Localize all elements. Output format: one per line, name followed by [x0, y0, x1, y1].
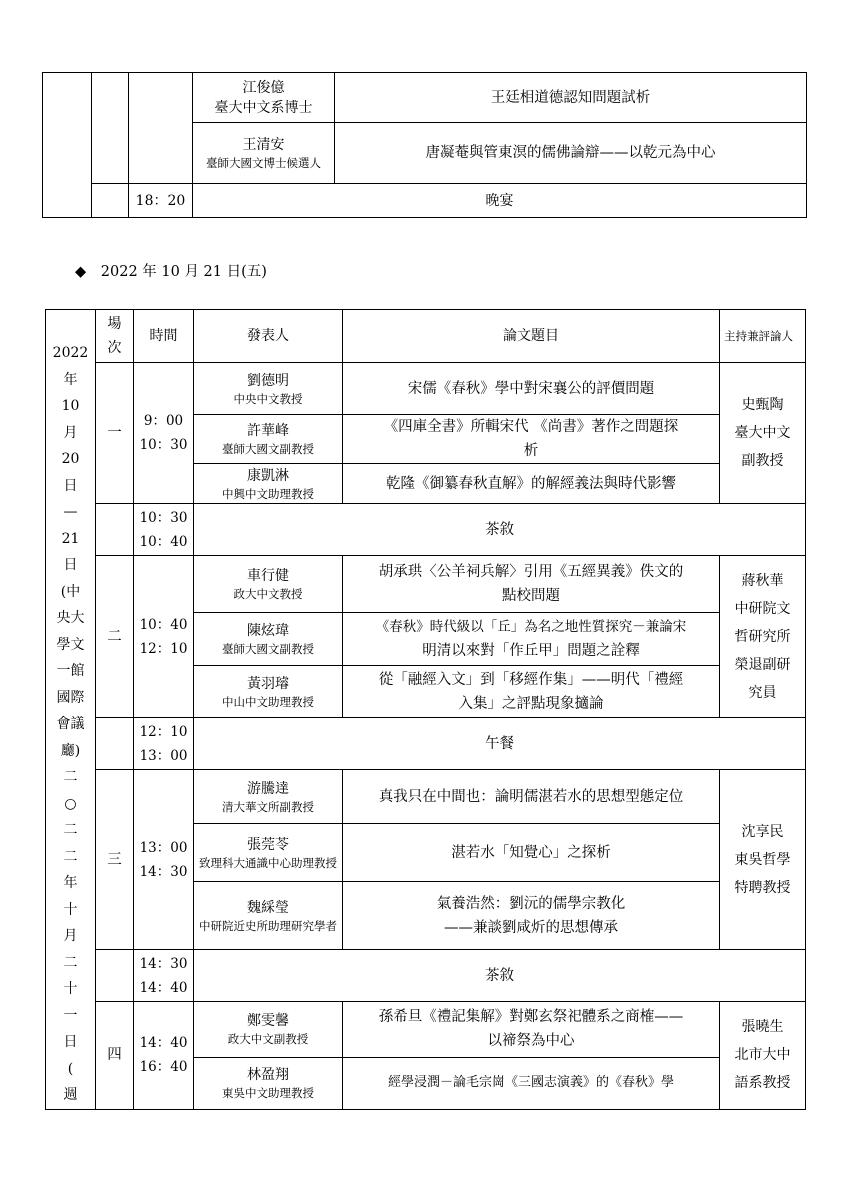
- text-line: 學文: [56, 636, 85, 653]
- paper-title-cell: [343, 666, 720, 718]
- break-time: [134, 718, 194, 770]
- moderator-cell: [720, 556, 806, 718]
- text-line: 蔣秋華: [741, 572, 784, 589]
- header-time: 時間: [134, 310, 194, 363]
- paper-title-cell: [343, 613, 720, 666]
- text-line: 康凱淋: [247, 467, 289, 484]
- header-moderator: 主持兼評論人: [720, 310, 806, 363]
- break-time: [134, 504, 194, 556]
- paper-title-cell: [343, 363, 720, 415]
- text-line: 二: [63, 769, 78, 785]
- session-cell: [92, 73, 129, 184]
- paper-title-cell: [335, 73, 807, 123]
- break-session-cell: [96, 504, 134, 556]
- text-line: 月: [63, 424, 78, 441]
- paper-title-cell: [343, 882, 720, 950]
- text-line: 廳): [60, 742, 81, 759]
- presenter-cell: [193, 73, 335, 123]
- presenter-cell: [194, 824, 343, 882]
- text-line: 魏綵瑩: [247, 899, 289, 916]
- dinner-time: 18：20: [129, 184, 193, 218]
- text-line: 中山中文助理教授: [222, 694, 314, 709]
- presenter-cell: [194, 882, 343, 950]
- text-line: 日: [63, 557, 78, 573]
- text-line: 林盈翔: [247, 1067, 289, 1083]
- paper-title: 王廷相道德認知問題試析: [490, 89, 651, 106]
- text-line: 13：00: [139, 747, 188, 764]
- text-line: 許華峰: [247, 423, 289, 440]
- text-line: 副教授: [741, 453, 784, 470]
- schedule-table: [45, 309, 806, 1110]
- text-line: 點校問題: [502, 588, 560, 605]
- session-time: [134, 556, 194, 718]
- text-line: ○: [64, 795, 77, 812]
- text-line: 特聘教授: [734, 879, 791, 896]
- text-line: 《四庫全書》所輯宋代 《尚書》著作之問題探: [383, 419, 679, 436]
- date-cell: [43, 73, 92, 218]
- text-line: 12：10: [139, 640, 188, 657]
- text-line: 宋儒《春秋》學中對宋襄公的評價問題: [407, 380, 655, 397]
- text-line: 從「融經入文」到「移經作集」——明代「禮經: [378, 671, 684, 688]
- text-line: 臺師大國文副教授: [222, 442, 314, 457]
- paper-title-cell: [343, 464, 720, 504]
- paper-title-cell: [343, 1002, 720, 1057]
- break-label: 茶敘: [194, 950, 806, 1002]
- text-line: 劉德明: [247, 372, 289, 389]
- text-line: 胡承珙〈公羊祠兵解〉引用《五經異義》佚文的: [378, 564, 684, 581]
- text-line: 10: [61, 398, 80, 414]
- text-line: 析: [523, 443, 539, 460]
- text-line: 車行健: [247, 568, 289, 585]
- text-line: 日: [63, 477, 78, 494]
- text-line: 經學浸潤－論毛宗崗《三國志演義》的《春秋》學: [387, 1075, 674, 1090]
- paper-title: 唐凝菴與管東溟的儒佛論辯——以乾元為中心: [425, 145, 716, 161]
- session-time: [134, 1002, 194, 1109]
- text-line: 16：40: [139, 1059, 188, 1076]
- presenter-cell: [194, 1057, 343, 1109]
- session-number: 三: [96, 770, 134, 950]
- text-line: 真我只在中間也：論明儒湛若水的思想型態定位: [378, 788, 684, 805]
- text-line: —: [63, 504, 78, 520]
- text-line: 游騰達: [247, 780, 289, 797]
- paper-title-cell: [343, 415, 720, 464]
- text-line: 乾隆《御纂春秋直解》的解經義法與時代影響: [386, 475, 676, 492]
- text-line: 一: [63, 1007, 78, 1024]
- moderator-cell: [720, 1002, 806, 1109]
- presenter-name: 江俊億: [242, 79, 285, 96]
- presenter-name: 王清安: [242, 137, 285, 153]
- text-line: 東吳哲學: [734, 851, 791, 868]
- text-line: 年: [63, 371, 78, 388]
- text-line: 東吳中文助理教授: [222, 1086, 314, 1100]
- header-presenter: 發表人: [194, 310, 343, 363]
- text-line: 日: [63, 1034, 78, 1050]
- text-line: 14：30: [139, 955, 188, 972]
- text-line: 政大中文副教授: [227, 1032, 309, 1047]
- session-cell: [92, 184, 129, 218]
- text-line: 國際: [56, 689, 85, 706]
- text-line: 孫希旦《禮記集解》對鄭玄祭祀體系之商榷——: [378, 1009, 684, 1026]
- text-line: 臺師大國文副教授: [222, 642, 314, 657]
- date-heading: [75, 262, 267, 282]
- text-line: 14：40: [139, 1035, 188, 1052]
- session-number: 一: [96, 363, 134, 504]
- text-line: 入集」之評點現象擿論: [458, 695, 604, 712]
- text-line: 中研院近史所助理研究學者: [199, 918, 337, 933]
- text-line: 湛若水「知覺心」之探析: [451, 844, 611, 861]
- text-line: 中興中文助理教授: [222, 486, 314, 501]
- text-line: 明清以來對「作丘甲」問題之詮釋: [422, 643, 640, 660]
- text-line: 中研院文: [734, 600, 791, 617]
- diamond-bullet-icon: ◆: [75, 264, 87, 280]
- presenter-cell: [193, 123, 335, 184]
- presenter-affiliation: 臺大中文系博士: [214, 99, 313, 116]
- presenter-cell: [194, 556, 343, 613]
- break-session-cell: [96, 718, 134, 770]
- text-line: 黃羽璿: [247, 675, 289, 692]
- break-label: 午餐: [194, 718, 806, 770]
- presenter-cell: [194, 363, 343, 415]
- presenter-cell: [194, 666, 343, 718]
- text-line: 央大: [56, 610, 85, 626]
- text-line: 政大中文教授: [233, 587, 303, 602]
- presenter-cell: [194, 1002, 343, 1057]
- text-line: 10：30: [139, 437, 188, 454]
- text-line: 9：00: [143, 413, 184, 430]
- text-line: 10：40: [139, 616, 188, 633]
- date-heading-text: 2022 年 10 月 21 日(五): [100, 264, 267, 280]
- text-line: 一館: [56, 663, 85, 679]
- text-line: 史甄陶: [741, 397, 784, 414]
- text-line: 二: [63, 848, 78, 865]
- break-time: [134, 950, 194, 1002]
- text-line: 張曉生: [741, 1019, 784, 1036]
- session-time: [134, 770, 194, 950]
- text-line: (中: [60, 583, 81, 600]
- text-line: 榮退副研: [734, 656, 791, 673]
- text-line: 北市大中: [734, 1047, 791, 1064]
- text-line: 陳炫瑋: [247, 623, 289, 640]
- text-line: 清大華文所副教授: [222, 799, 314, 814]
- presenter-affiliation: 臺師大國文博士候選人: [206, 156, 321, 170]
- dinner-label: 晚宴: [193, 184, 807, 218]
- text-line: 10：40: [139, 533, 188, 550]
- header-paper: 論文題目: [343, 310, 720, 363]
- text-line: 究員: [748, 684, 777, 701]
- header-session: 場次: [96, 310, 134, 363]
- text-line: 臺大中文: [734, 425, 791, 442]
- text-line: 會議: [56, 716, 85, 732]
- paper-title-cell: [343, 824, 720, 882]
- text-line: 中央中文教授: [233, 391, 303, 406]
- moderator-cell: [720, 770, 806, 950]
- break-session-cell: [96, 950, 134, 1002]
- text-line: 月: [63, 928, 78, 944]
- paper-title-cell: [335, 123, 807, 184]
- text-line: 10：30: [139, 509, 188, 526]
- session-time: [134, 363, 194, 504]
- moderator-cell: [720, 363, 806, 504]
- break-label: 茶敘: [194, 504, 806, 556]
- text-line: ——兼談劉咸炘的思想傳承: [444, 919, 618, 936]
- paper-title-cell: [343, 1057, 720, 1109]
- text-line: 週: [63, 1087, 78, 1103]
- text-line: (: [67, 1060, 74, 1077]
- session-number: 二: [96, 556, 134, 718]
- date-venue-column: [46, 310, 96, 1110]
- presenter-cell: [194, 415, 343, 464]
- text-line: 《春秋》時代級以「丘」為名之地性質探究－兼論宋: [375, 619, 687, 636]
- time-cell: [129, 73, 193, 184]
- text-line: 13：00: [139, 839, 188, 856]
- paper-title-cell: [343, 556, 720, 613]
- text-line: 21: [61, 530, 80, 547]
- text-line: 14：30: [139, 863, 188, 880]
- session-number: 四: [96, 1002, 134, 1109]
- text-line: 哲研究所: [734, 628, 791, 645]
- text-line: 氣養浩然：劉沅的儒學宗教化: [436, 895, 626, 912]
- text-line: 十: [63, 981, 78, 997]
- paper-title-cell: [343, 770, 720, 824]
- text-line: 2022: [52, 345, 89, 361]
- text-line: 12：10: [139, 723, 188, 740]
- text-line: 十: [63, 901, 78, 918]
- presenter-cell: [194, 613, 343, 666]
- previous-day-table: [42, 72, 807, 218]
- text-line: 鄭雯馨: [247, 1013, 289, 1030]
- text-line: 語系教授: [734, 1075, 791, 1092]
- text-line: 沈享民: [741, 823, 784, 840]
- text-line: 致理科大通識中心助理教授: [199, 855, 337, 870]
- text-line: 張莞苓: [247, 836, 289, 853]
- presenter-cell: [194, 770, 343, 824]
- text-line: 14：40: [139, 979, 188, 996]
- presenter-cell: [194, 464, 343, 504]
- text-line: 年: [63, 875, 78, 891]
- text-line: 20: [61, 451, 80, 467]
- text-line: 二: [63, 954, 78, 971]
- text-line: 以禘祭為中心: [487, 1033, 575, 1050]
- text-line: 二: [63, 822, 78, 838]
